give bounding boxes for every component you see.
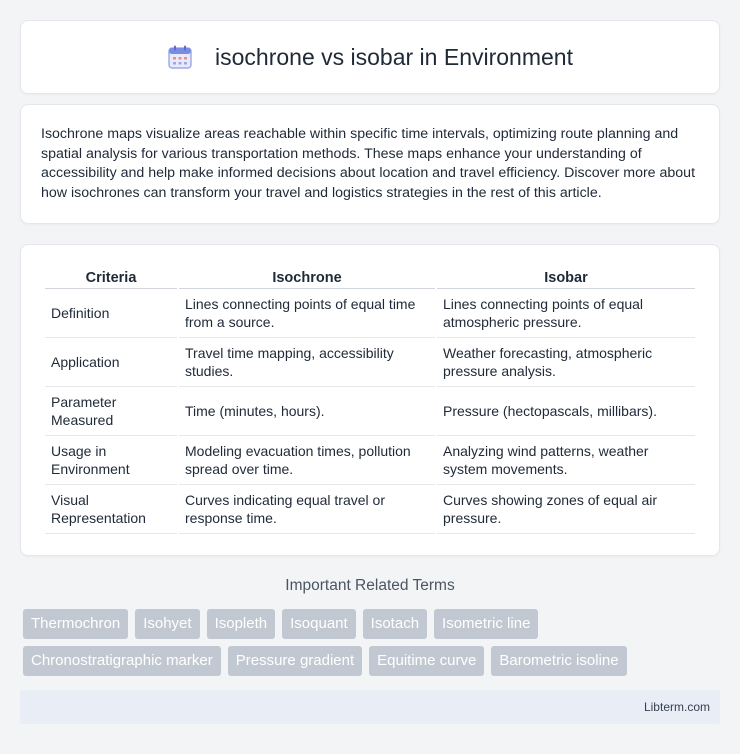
tag-row bbox=[23, 609, 723, 639]
cell-isochrone: Lines connecting points of equal time from a source. bbox=[179, 289, 435, 338]
intro-text: Isochrone maps visualize areas reachable within specific time intervals, optimizing route planning and spatial analysis for various transportation methods. These maps enhance your understanding of accessibility and help make informed decisions about location and travel efficiency. Discover more about how isochrones can transform your travel and logistics strategies in the rest of this article. bbox=[41, 126, 696, 201]
footer bbox=[20, 690, 720, 724]
table-row bbox=[45, 387, 695, 436]
tag-isopleth[interactable]: Isopleth bbox=[207, 609, 276, 639]
calendar-icon bbox=[167, 44, 193, 70]
tag-isotach[interactable]: Isotach bbox=[363, 609, 427, 639]
tag-isometric-line[interactable]: Isometric line bbox=[434, 609, 538, 639]
tag-chronostratigraphic-marker[interactable]: Chronostratigraphic marker bbox=[23, 646, 221, 676]
cell-isobar: Analyzing wind patterns, weather system movements. bbox=[437, 436, 695, 485]
header-isochrone: Isochrone bbox=[179, 265, 435, 289]
header-criteria: Criteria bbox=[45, 265, 177, 289]
cell-isochrone: Curves indicating equal travel or response time. bbox=[179, 485, 435, 534]
cell-isobar: Curves showing zones of equal air pressure. bbox=[437, 485, 695, 534]
cell-criteria: Visual Representation bbox=[45, 485, 177, 534]
table-row bbox=[45, 485, 695, 534]
related-terms-heading: Important Related Terms bbox=[285, 577, 455, 594]
intro-card bbox=[20, 104, 720, 224]
tag-thermochron[interactable]: Thermochron bbox=[23, 609, 128, 639]
table-row bbox=[45, 289, 695, 338]
cell-isobar: Weather forecasting, atmospheric pressure analysis. bbox=[437, 338, 695, 387]
cell-isochrone: Modeling evacuation times, pollution spread over time. bbox=[179, 436, 435, 485]
cell-isobar: Lines connecting points of equal atmospheric pressure. bbox=[437, 289, 695, 338]
table-row bbox=[45, 436, 695, 485]
tag-barometric-isoline[interactable]: Barometric isoline bbox=[491, 646, 626, 676]
table-header-row bbox=[45, 265, 695, 289]
cell-criteria: Definition bbox=[45, 289, 177, 338]
comparison-table-card bbox=[20, 244, 720, 556]
cell-isobar: Pressure (hectopascals, millibars). bbox=[437, 387, 695, 436]
tag-row bbox=[23, 646, 723, 676]
page-title: isochrone vs isobar in Environment bbox=[215, 43, 573, 70]
table-row bbox=[45, 338, 695, 387]
tag-pressure-gradient[interactable]: Pressure gradient bbox=[228, 646, 362, 676]
cell-criteria: Parameter Measured bbox=[45, 387, 177, 436]
related-terms bbox=[23, 609, 723, 683]
tag-isoquant[interactable]: Isoquant bbox=[282, 609, 356, 639]
cell-isochrone: Travel time mapping, accessibility studies. bbox=[179, 338, 435, 387]
header-isobar: Isobar bbox=[437, 265, 695, 289]
footer-site-link[interactable]: Libterm.com bbox=[643, 700, 710, 714]
header bbox=[167, 44, 573, 71]
tag-isohyet[interactable]: Isohyet bbox=[135, 609, 199, 639]
cell-criteria: Usage in Environment bbox=[45, 436, 177, 485]
cell-criteria: Application bbox=[45, 338, 177, 387]
cell-isochrone: Time (minutes, hours). bbox=[179, 387, 435, 436]
comparison-table bbox=[43, 265, 697, 534]
header-card bbox=[20, 20, 720, 94]
tag-equitime-curve[interactable]: Equitime curve bbox=[369, 646, 484, 676]
